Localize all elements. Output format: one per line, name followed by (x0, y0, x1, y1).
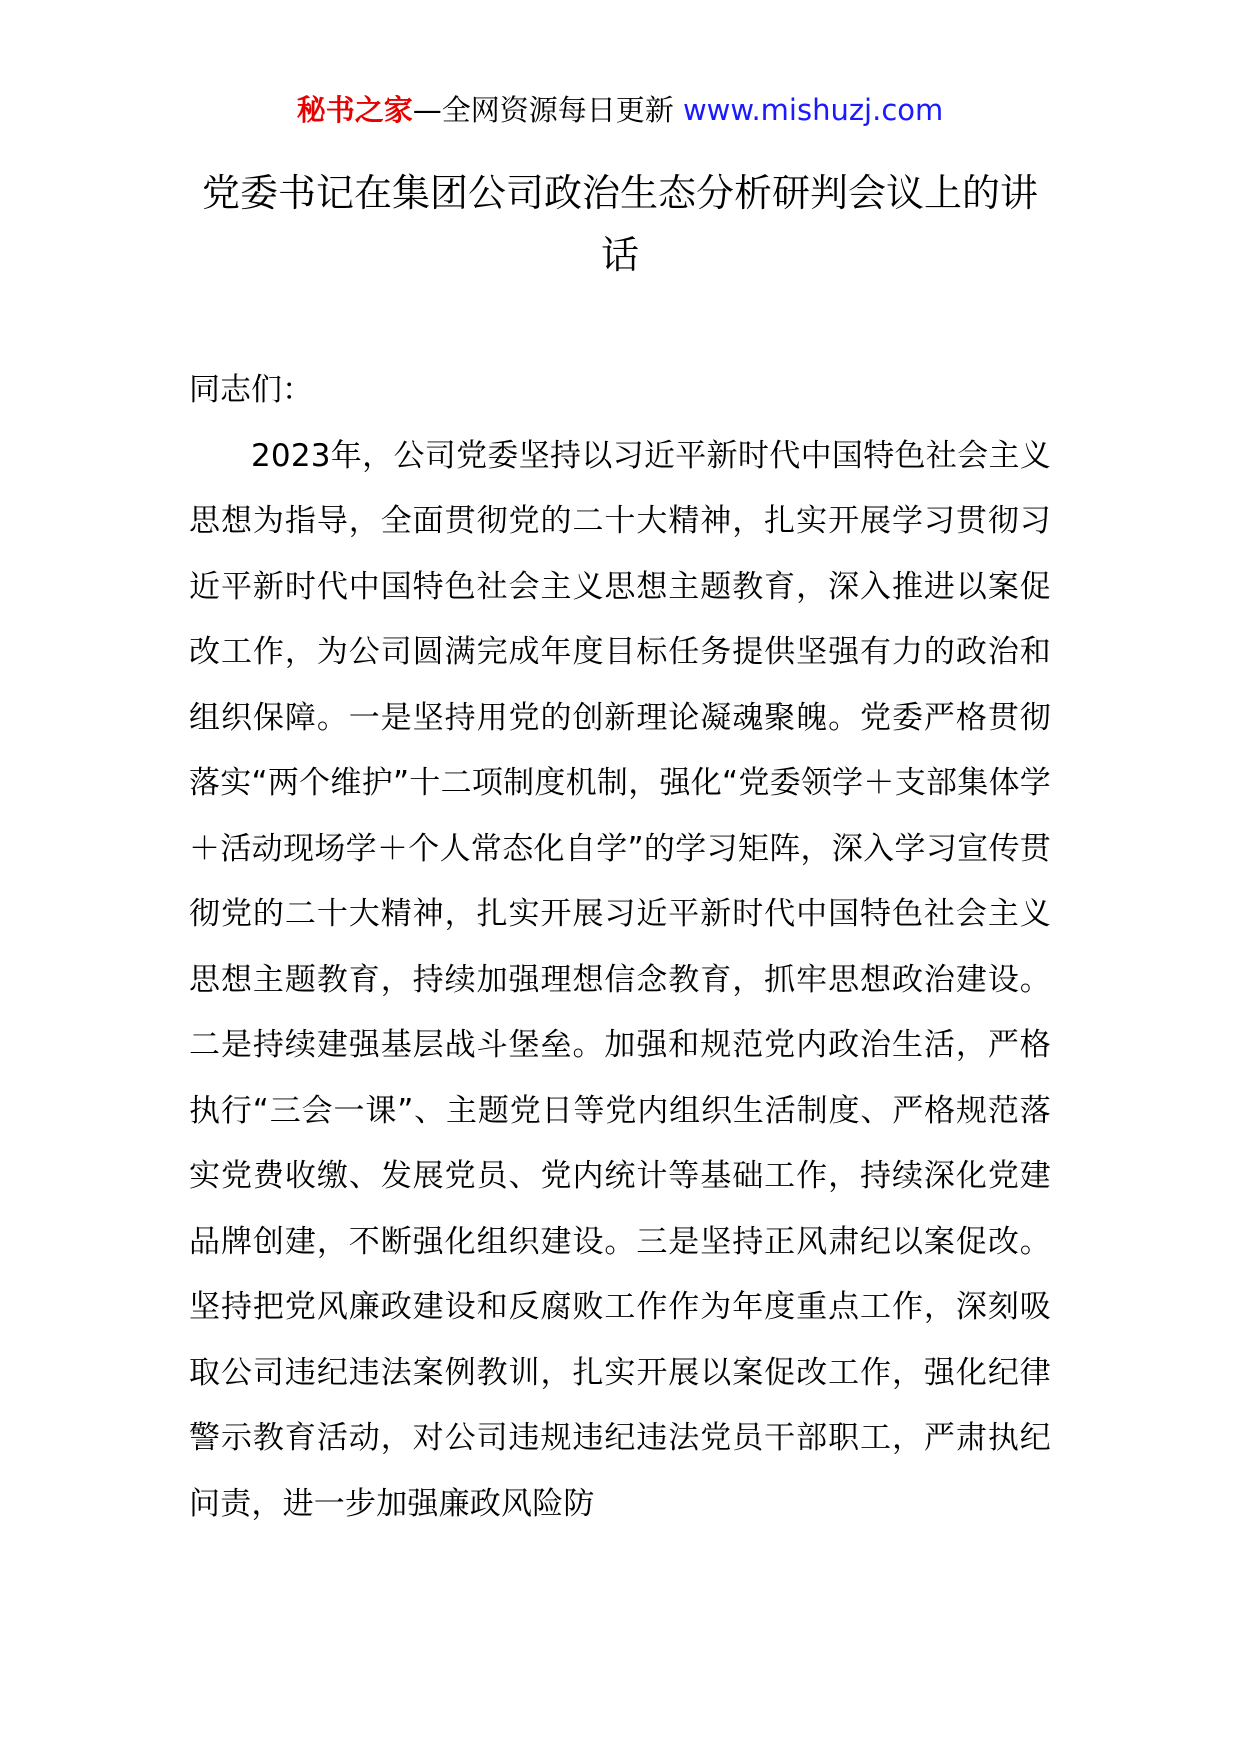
document-title: 党委书记在集团公司政治生态分析研判会议上的讲话 (201, 171, 1038, 277)
salutation: 同志们： (189, 372, 313, 408)
brand-name: 秘书之家 (296, 93, 413, 127)
header-banner (0, 92, 1240, 128)
document-body (189, 358, 1051, 1537)
banner-tagline: —全网资源每日更新 (412, 93, 674, 127)
website-link[interactable]: www.mishuzj.com (682, 93, 944, 127)
body-paragraph: 2023年，公司党委坚持以习近平新时代中国特色社会主义思想为指导，全面贯彻党的二十大精神，扎实开展学习贯彻习近平新时代中国特色社会主义思想主题教育，深入推进以案促改工作，为公司圆满完成年度目标任务提供坚强有力的政治和组织保障。一是坚持用党的创新理论凝魂聚魄。党委严格贯彻落实“两个维护”十二项制度机制，强化“党委领学＋支部集体学＋活动现场学＋个人常态化自学”的学习矩阵，深入学习宣传贯彻党的二十大精神，扎实开展习近平新时代中国特色社会主义思想主题教育，持续加强理想信念教育，抓牢思想政治建设。二是持续建强基层战斗堡垒。加强和规范党内政治生活，严格执行“三会一课”、主题党日等党内组织生活制度、严格规范落实党费收缴、发展党员、党内统计等基础工作，持续深化党建品牌创建，不断强化组织建设。三是坚持正风肃纪以案促改。坚持把党风廉政建设和反腐败工作作为年度重点工作，深刻吸取公司违纪违法案例教训，扎实开展以案促改工作，强化纪律警示教育活动，对公司违规违纪违法党员干部职工，严肃执纪问责，进一步加强廉政风险防 (189, 437, 1051, 1522)
